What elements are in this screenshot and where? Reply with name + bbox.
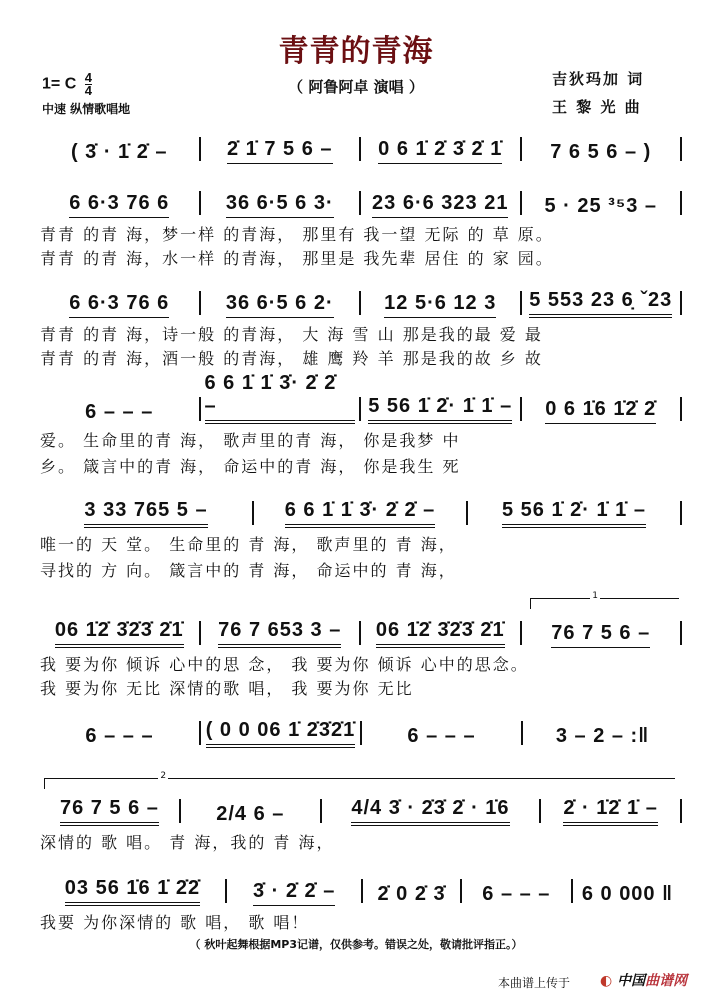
measure [201, 619, 360, 648]
notes: 6 6·3 76 6 [69, 292, 169, 318]
notes: 12 5·6 12 3 [384, 292, 496, 318]
lyric-verse-1: 我 要为你 倾诉 心中的思 念， 我 要为你 倾诉 心中的思念。 [40, 655, 529, 674]
score-line [40, 288, 682, 318]
lyric-line: 我要 为你深情的 歌 唱， 歌 唱！ [40, 913, 310, 932]
volta-bracket-1 [530, 591, 679, 609]
notes: 36 6·5 6 2· [226, 292, 334, 318]
notes: 2̇ 0 2̇ 3̇ [377, 883, 446, 905]
score-line [40, 372, 682, 424]
measure [363, 883, 459, 906]
measure [362, 725, 521, 748]
measure [462, 883, 571, 906]
measure [361, 619, 520, 648]
measure [573, 883, 682, 906]
notes: 3 33 765 5 – [84, 499, 207, 528]
measure [523, 725, 682, 748]
notes: 5 56 1̇ 2̇· 1̇ 1̇ – [502, 499, 646, 528]
score-line [40, 618, 682, 648]
notes: 5 56 1̇ 2̇· 1̇ 1̇ – [368, 395, 512, 424]
volta-number: 1 [592, 591, 598, 601]
measure [40, 292, 199, 318]
measure [201, 292, 360, 318]
notes: 0 6 1̇6 1̇2̇ 2̇ [545, 398, 656, 424]
notes: 6 6 1̇ 1̇ 3̇· 2̇ 2̇ – [285, 499, 436, 528]
lyric-verse-2: 青青 的青 海，水一样 的青海， 那里是 我先辈 居住 的 家 园。 [40, 249, 554, 268]
measure [40, 797, 179, 826]
site-logo[interactable] [600, 970, 687, 990]
measure [227, 880, 361, 906]
measure [468, 499, 680, 528]
barline [680, 137, 682, 161]
notes: 06 1̇2̇ 3̇2̇3̇ 2̇1̇ [55, 619, 184, 648]
notes: 03 56 1̇6 1̇ 2̇2̇ [65, 877, 200, 906]
barline [680, 291, 682, 315]
notes: 2/4 6 – [216, 803, 285, 825]
score-line [40, 796, 682, 826]
notes: 5 553 23 6̣ ˇ23 [529, 289, 672, 318]
score-line [40, 876, 682, 906]
time-sig-bottom: 4 [84, 83, 92, 98]
measure [522, 398, 681, 424]
notes: 76 7 5 6 – [551, 622, 650, 648]
tempo-marking: 中速 纵情歌唱地 [42, 102, 131, 116]
volta-number: 2 [160, 771, 167, 781]
page-title: 青青的青海 [278, 34, 434, 69]
lyricist-credit: 吉狄玛加 词 [552, 70, 645, 88]
notes: 6 0 000 ‖ [581, 883, 674, 905]
notes: 2̇ · 1̇2̇ 1̇ – [563, 797, 658, 826]
lyric-verse-1: 青青 的青 海，诗一般 的青海， 大 海 雪 山 那是我的最 爱 最 [40, 325, 543, 344]
measure [40, 499, 252, 528]
notes: 6 – – – [407, 725, 476, 747]
measure [201, 372, 360, 424]
score-line [40, 498, 682, 528]
measure [361, 395, 520, 424]
measure [322, 797, 539, 826]
barline [680, 191, 682, 215]
lyric-verse-2: 乡。 箴言中的青 海， 命运中的青 海， 你是我生 死 [40, 457, 461, 476]
barline [680, 501, 682, 525]
measure [254, 499, 466, 528]
measure [361, 138, 520, 164]
notes: 5 · 25 ³⁵3 – [544, 195, 658, 217]
logo-text-red: 曲谱网 [645, 973, 688, 989]
notes: 6 6·3 76 6 [69, 192, 169, 218]
time-sig-top: 4 [84, 70, 92, 85]
measure [522, 141, 681, 164]
notes: 3 – 2 – :‖ [555, 725, 650, 747]
notes: 76 7 653 3 – [218, 619, 341, 648]
notes: 7 6 5 6 – ) [550, 141, 652, 163]
measure [541, 797, 680, 826]
barline [680, 799, 682, 823]
key-label: 1= C [42, 75, 77, 93]
notes: ( 0 0 06 1̇ 2̇3̇2̇1̇ [206, 719, 356, 748]
notes: 4/4 3̇ · 2̇3̇ 2̇ · 1̇6 [351, 797, 509, 826]
notes: 06 1̇2̇ 3̇2̇3̇ 2̇1̇ [376, 619, 505, 648]
notes: 6 – – – [85, 401, 154, 423]
transcription-note: （ 秋叶起舞根据MP3记谱，仅供参考。错误之处，敬请批评指正。） [189, 938, 523, 951]
lyric-line: 深情的 歌 唱。 青 海，我的 青 海， [40, 833, 335, 852]
notes: 6 6 1̇ 1̇ 3̇· 2̇ 2̇ – [205, 372, 356, 424]
measure [522, 289, 681, 318]
notes: 23 6·6 323 21 [372, 192, 508, 218]
lyric-verse-2: 寻找的 方 向。 箴言中的 青 海， 命运中的 青 海， [40, 561, 457, 580]
measure [40, 401, 199, 424]
logo-icon: ◐ [600, 973, 613, 989]
barline [680, 397, 682, 421]
score-line [40, 718, 682, 748]
score-line [40, 134, 682, 164]
measure [40, 877, 225, 906]
measure [361, 292, 520, 318]
measure [361, 192, 520, 218]
lyric-verse-1: 爱。 生命里的青 海， 歌声里的青 海， 你是我梦 中 [40, 431, 461, 450]
composer-credit: 王 黎 光 曲 [552, 98, 642, 116]
notes: ( 3̇ · 1̇ 2̇ – [70, 141, 168, 163]
notes: 6 – – – [85, 725, 154, 747]
notes: 2̇ 1̇ 7 5 6 – [227, 138, 333, 164]
measure [40, 619, 199, 648]
measure [522, 195, 681, 218]
measure [40, 141, 199, 164]
lyric-verse-1: 青青 的青 海，梦一样 的青海， 那里有 我一望 无际 的 草 原。 [40, 225, 554, 244]
measure [522, 622, 681, 648]
score-line [40, 188, 682, 218]
upload-text: 本曲谱上传于 [498, 976, 571, 990]
measure [40, 725, 199, 748]
measure [201, 138, 360, 164]
lyric-verse-2: 青青 的青 海，酒一般 的青海， 雄 鹰 羚 羊 那是我的故 乡 故 [40, 349, 543, 368]
singer-credit: （ 阿鲁阿卓 演唱 ） [288, 78, 424, 96]
measure [201, 192, 360, 218]
notes: 0 6 1̇ 2̇ 3̇ 2̇ 1̇ [378, 138, 502, 164]
lyric-verse-2: 我 要为你 无比 深情的歌 唱， 我 要为你 无比 [40, 679, 414, 698]
notes: 6 – – – [482, 883, 551, 905]
measure [181, 803, 320, 826]
notes: 76 7 5 6 – [60, 797, 159, 826]
notes: 3̇ · 2̇ 2̇ – [253, 880, 335, 906]
notes: 36 6·5 6 3· [226, 192, 334, 218]
lyric-verse-1: 唯一的 天 堂。 生命里的 青 海， 歌声里的 青 海， [40, 535, 457, 554]
measure [40, 192, 199, 218]
barline [680, 621, 682, 645]
volta-bracket-2 [44, 771, 675, 789]
measure [201, 719, 360, 748]
logo-text-cn: 中国 [617, 973, 646, 989]
